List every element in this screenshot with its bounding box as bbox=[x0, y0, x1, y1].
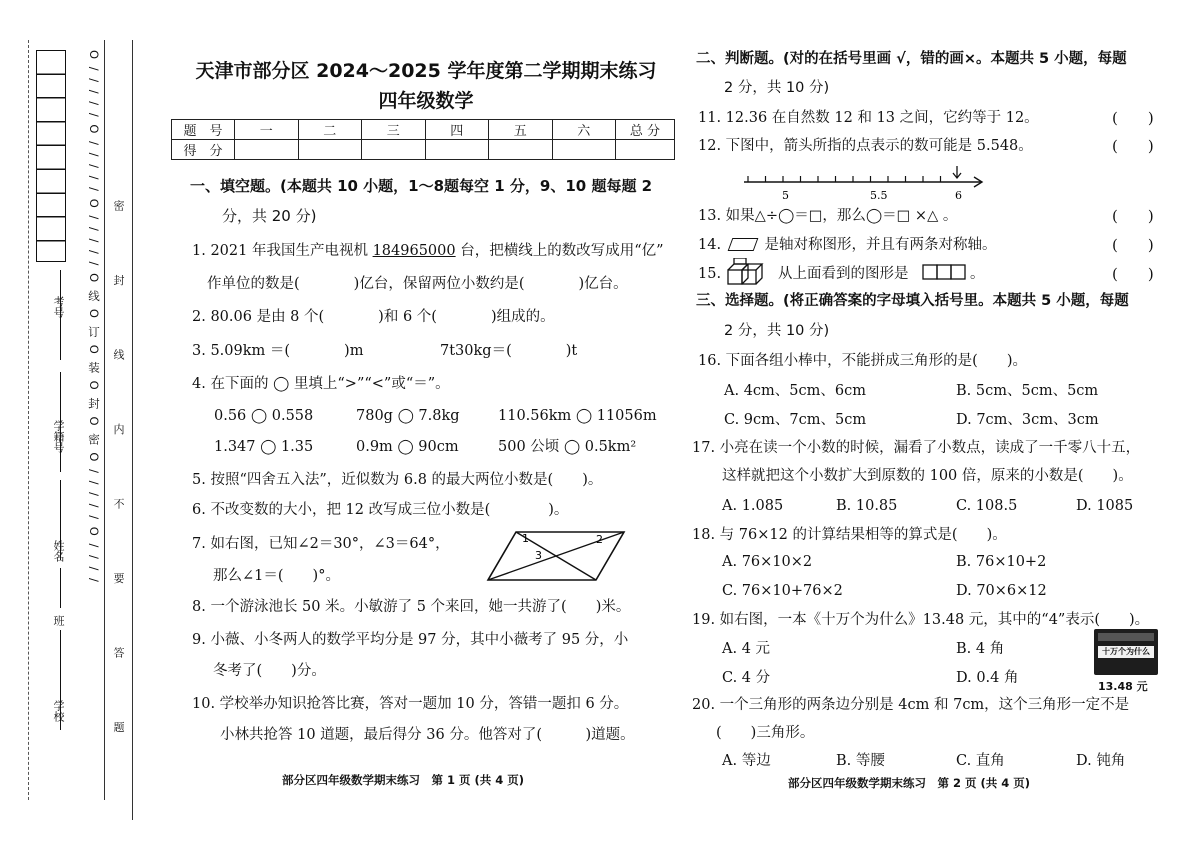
page-footer-left: 部分区四年级数学期末练习 第 1 页 (共 4 页) bbox=[282, 773, 525, 787]
q2-text-a: 2. 80.06 是由 8 个( bbox=[192, 309, 325, 325]
score-input[interactable] bbox=[298, 140, 362, 160]
answer-paren[interactable]: ( ) bbox=[1112, 236, 1154, 254]
page-title: 天津市部分区 2024～2025 学年度第二学期期末练习 bbox=[195, 60, 657, 82]
q1-text-a: 1. 2021 年我国生产电视机 bbox=[192, 243, 368, 259]
school-label: 学校 bbox=[52, 700, 65, 722]
tick-label-6: 6 bbox=[955, 189, 962, 202]
tick-label-5.5: 5.5 bbox=[870, 189, 888, 202]
score-table-score-row bbox=[172, 140, 675, 160]
score-table bbox=[171, 119, 675, 160]
tick-label-5: 5 bbox=[782, 189, 789, 202]
class-line bbox=[60, 568, 61, 608]
question-3 bbox=[192, 342, 363, 360]
option-a[interactable]: A. 4 元 bbox=[722, 641, 771, 657]
score-cell: 二 bbox=[298, 120, 362, 140]
question-1 bbox=[192, 242, 664, 260]
question-9-line2: 冬考了( )分。 bbox=[213, 663, 326, 679]
question-7: 7. 如右图，已知∠2＝30°，∠3＝64°， bbox=[192, 536, 450, 552]
question-20-line2: ( )三角形。 bbox=[716, 725, 815, 741]
q3-text-d: )t bbox=[565, 343, 578, 359]
question-10-line2: 小林共抢答 10 道题，最后得分 36 分。他答对了( )道题。 bbox=[220, 727, 635, 743]
page-footer-right: 部分区四年级数学期末练习 第 2 页 (共 4 页) bbox=[788, 776, 1031, 790]
q4-item: 110.56km ◯ 11056m bbox=[498, 408, 657, 424]
q3-text-c: 7t30kg＝( bbox=[440, 343, 512, 359]
option-a[interactable]: A. 76×10×2 bbox=[722, 554, 813, 570]
question-7-line2: 那么∠1＝( )°。 bbox=[213, 568, 340, 584]
question-17-line2: 这样就把这个小数扩大到原数的 100 倍，原来的小数是( )。 bbox=[722, 468, 1133, 484]
option-d[interactable]: D. 7cm、3cm、3cm bbox=[956, 412, 1099, 428]
score-cell: 五 bbox=[489, 120, 553, 140]
score-input[interactable] bbox=[425, 140, 489, 160]
option-c[interactable]: C. 76×10+76×2 bbox=[722, 583, 843, 599]
option-b[interactable]: B. 等腰 bbox=[836, 753, 885, 769]
q4-item: 1.347 ◯ 1.35 bbox=[214, 439, 314, 455]
strip-left-border bbox=[28, 40, 30, 800]
question-17: 17. 小亮在读一个小数的时候，漏看了小数点，读成了一千零八十五， bbox=[692, 440, 1141, 456]
option-c[interactable]: C. 9cm、7cm、5cm bbox=[724, 412, 867, 428]
q4-item: 780g ◯ 7.8kg bbox=[356, 408, 460, 424]
question-5: 5. 按照“四舍五入法”，近似数为 6.8 的最大两位小数是( )。 bbox=[192, 472, 603, 488]
parallelogram-icon bbox=[728, 238, 759, 251]
score-input[interactable] bbox=[616, 140, 675, 160]
score-input[interactable] bbox=[489, 140, 553, 160]
section2-heading-cont: 2 分，共 10 分) bbox=[724, 80, 830, 96]
book-price: 13.48 元 bbox=[1098, 680, 1148, 693]
q1-text-c: 作单位的数是( bbox=[207, 276, 300, 292]
q2-text-c: )组成的。 bbox=[490, 309, 555, 325]
q3-text-a: 3. 5.09km ＝( bbox=[192, 343, 291, 359]
q4-item: 500 公顷 ◯ 0.5km² bbox=[498, 439, 637, 455]
question-2 bbox=[192, 308, 555, 326]
book-title-band: 十万个为什么 bbox=[1098, 646, 1154, 658]
score-cell: 总 分 bbox=[616, 120, 675, 140]
strip-divider bbox=[104, 40, 105, 800]
question-11: 11. 12.36 在自然数 12 和 13 之间，它约等于 12。 bbox=[698, 110, 1039, 126]
question-3-part2 bbox=[440, 342, 577, 360]
q1-number: 184965000 bbox=[372, 243, 456, 259]
score-input[interactable] bbox=[552, 140, 616, 160]
option-a[interactable]: A. 等边 bbox=[722, 753, 771, 769]
question-20: 20. 一个三角形的两条边分别是 4cm 和 7cm，这个三角形一定不是 bbox=[692, 697, 1130, 713]
score-cell: 得 分 bbox=[172, 140, 235, 160]
top-view-icon bbox=[922, 263, 968, 281]
score-cell: 四 bbox=[425, 120, 489, 140]
question-15: 15. bbox=[698, 266, 722, 282]
option-d[interactable]: D. 钝角 bbox=[1076, 753, 1126, 769]
option-c[interactable]: C. 4 分 bbox=[722, 670, 771, 686]
binding-strip bbox=[0, 0, 140, 849]
answer-paren[interactable]: ( ) bbox=[1112, 265, 1154, 283]
score-table-header-row bbox=[172, 120, 675, 140]
score-cell: 六 bbox=[552, 120, 616, 140]
question-18: 18. 与 76×12 的计算结果相等的算式是( )。 bbox=[692, 527, 1007, 543]
number-line bbox=[738, 164, 988, 204]
seal-warning: 密 封 线 内 不 要 答 题 bbox=[112, 200, 125, 763]
score-input[interactable] bbox=[362, 140, 426, 160]
question-14: 14. 是轴对称图形，并且有两条对称轴。 bbox=[698, 237, 997, 253]
option-a[interactable]: A. 1.085 bbox=[722, 498, 784, 514]
option-b[interactable]: B. 10.85 bbox=[836, 498, 898, 514]
q2-text-b: )和 6 个( bbox=[378, 309, 437, 325]
option-c[interactable]: C. 直角 bbox=[956, 753, 1005, 769]
section1-heading-cont: 分，共 20 分) bbox=[222, 207, 317, 225]
question-10: 10. 学校举办知识抢答比赛，答对一题加 10 分，答错一题扣 6 分。 bbox=[192, 696, 629, 712]
section2-heading: 二、判断题。(对的在括号里画 √，错的画×。本题共 5 小题，每题 bbox=[696, 51, 1127, 67]
score-cell: 题 号 bbox=[172, 120, 235, 140]
question-19: 19. 如右图，一本《十万个为什么》13.48 元，其中的“4”表示( )。 bbox=[692, 612, 1150, 628]
option-b[interactable]: B. 4 角 bbox=[956, 641, 1005, 657]
angle-label-2: 2 bbox=[596, 533, 603, 546]
option-a[interactable]: A. 4cm、5cm、6cm bbox=[724, 383, 866, 399]
q1-text-b: 台，把横线上的数改写成用“亿” bbox=[460, 243, 664, 259]
score-input[interactable] bbox=[235, 140, 299, 160]
angle-label-1: 1 bbox=[522, 532, 529, 545]
seat-label: 学籍号 bbox=[52, 420, 65, 453]
q3-text-b: )m bbox=[344, 343, 364, 359]
option-c[interactable]: C. 108.5 bbox=[956, 498, 1018, 514]
option-d[interactable]: D. 1085 bbox=[1076, 498, 1134, 514]
book-image bbox=[1094, 629, 1158, 675]
question-4: 4. 在下面的 ◯ 里填上“>”“<”或“＝”。 bbox=[192, 376, 450, 392]
parallelogram-figure bbox=[486, 528, 628, 584]
book-top-band bbox=[1098, 633, 1154, 641]
exam-no-label: 考号 bbox=[52, 296, 65, 318]
option-d[interactable]: D. 70×6×12 bbox=[956, 583, 1047, 599]
section3-heading: 三、选择题。(将正确答案的字母填入括号里。本题共 5 小题，每题 bbox=[696, 293, 1129, 309]
section1-heading: 一、填空题。(本题共 10 小题，1～8题每空 1 分，9、10 题每题 2 bbox=[190, 177, 653, 195]
q15-period: 。 bbox=[970, 266, 985, 282]
question-12: 12. 下图中，箭头所指的点表示的数可能是 5.548。 bbox=[698, 138, 1033, 154]
question-8: 8. 一个游泳池长 50 米。小敏游了 5 个来回，她一共游了( )米。 bbox=[192, 599, 631, 615]
class-label: 班 bbox=[52, 615, 65, 626]
number-line-ticks bbox=[748, 176, 941, 182]
question-1-line2 bbox=[207, 275, 628, 293]
score-cell: 三 bbox=[362, 120, 426, 140]
q4-item: 0.56 ◯ 0.558 bbox=[214, 408, 314, 424]
name-label: 姓名 bbox=[52, 540, 65, 562]
section3-heading-cont: 2 分，共 10 分) bbox=[724, 323, 830, 339]
answer-paren[interactable]: ( ) bbox=[1112, 137, 1154, 155]
angle-label-3: 3 bbox=[535, 549, 542, 562]
answer-paren[interactable]: ( ) bbox=[1112, 109, 1154, 127]
question-9: 9. 小薇、小冬两人的数学平均分是 97 分，其中小薇考了 95 分，小 bbox=[192, 632, 629, 648]
q4-item: 0.9m ◯ 90cm bbox=[356, 439, 459, 455]
q1-text-e: )亿台。 bbox=[578, 276, 628, 292]
cube-stack-icon bbox=[724, 258, 774, 290]
strip-right-border bbox=[132, 40, 133, 820]
score-cell: 一 bbox=[235, 120, 299, 140]
answer-paren[interactable]: ( ) bbox=[1112, 207, 1154, 225]
option-b[interactable]: B. 76×10+2 bbox=[956, 554, 1047, 570]
question-13: 13. 如果△÷◯＝□，那么◯＝□ ×△ 。 bbox=[698, 208, 958, 224]
exam-number-grid bbox=[36, 50, 66, 262]
question-6: 6. 不改变数的大小，把 12 改写成三位小数是( )。 bbox=[192, 502, 569, 518]
question-16: 16. 下面各组小棒中，不能拼成三角形的是( )。 bbox=[698, 353, 1027, 369]
question-15-text: 从上面看到的图形是 bbox=[778, 266, 909, 282]
page-subtitle: 四年级数学 bbox=[378, 90, 474, 112]
seal-line-outer: O / / / / / O / / / / / O / / / / / O 线 O 订 O 装 O 封 O 密 O / / / / / O / / / / bbox=[87, 50, 101, 584]
option-b[interactable]: B. 5cm、5cm、5cm bbox=[956, 383, 1099, 399]
option-d[interactable]: D. 0.4 角 bbox=[956, 670, 1019, 686]
q1-text-d: )亿台，保留两位小数约是( bbox=[353, 276, 525, 292]
